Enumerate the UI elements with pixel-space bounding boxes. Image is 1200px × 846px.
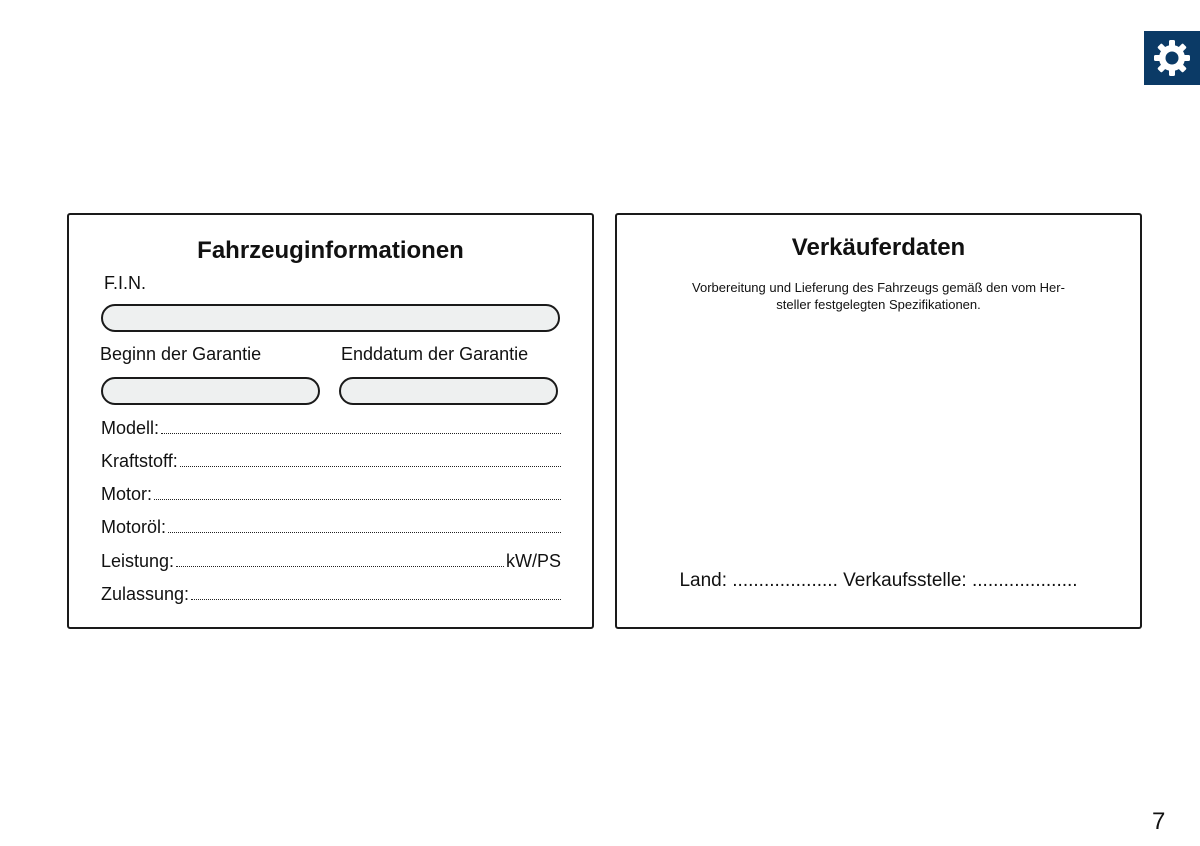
vehicle-info-card — [67, 213, 594, 629]
warranty-end-field[interactable] — [339, 377, 558, 405]
fin-field[interactable] — [101, 304, 560, 332]
field-label: Zulassung: — [101, 584, 190, 604]
field-input-line[interactable] — [191, 584, 561, 600]
country-field[interactable]: .................... — [732, 570, 838, 591]
warranty-start-label: Beginn der Garantie — [100, 344, 262, 364]
seller-title: Verkäuferdaten — [791, 234, 966, 261]
gear-icon — [1152, 38, 1192, 78]
seller-card — [615, 213, 1142, 629]
field-row — [101, 484, 561, 506]
dealer-label: Verkaufsstelle: — [843, 570, 967, 591]
field-label: Motor: — [101, 484, 153, 504]
page-number: 7 — [1152, 808, 1166, 835]
field-row — [101, 551, 561, 573]
field-input-line[interactable] — [154, 484, 561, 500]
seller-description: Vorbereitung und Lieferung des Fahrzeugs gemäß den vom Her- steller festgelegten Spezifikationen. — [692, 280, 1065, 312]
field-input-line[interactable] — [176, 551, 504, 567]
country-label: Land: — [679, 570, 727, 591]
field-input-line[interactable] — [161, 418, 561, 434]
field-label: Modell: — [101, 418, 160, 438]
fin-label: F.I.N. — [104, 273, 147, 293]
field-input-line[interactable] — [168, 517, 561, 533]
gear-badge — [1144, 31, 1200, 85]
seller-footer-line — [617, 570, 1140, 592]
warranty-end-label: Enddatum der Garantie — [341, 344, 529, 364]
field-row — [101, 584, 561, 606]
field-row — [101, 517, 561, 539]
field-unit: kW/PS — [505, 551, 561, 571]
field-row — [101, 418, 561, 440]
dealer-field[interactable]: .................... — [971, 570, 1078, 591]
field-row — [101, 451, 561, 473]
vehicle-info-title: Fahrzeuginformationen — [197, 237, 464, 264]
field-input-line[interactable] — [180, 451, 561, 467]
field-label: Kraftstoff: — [101, 451, 178, 471]
field-label: Leistung: — [101, 551, 175, 571]
field-label: Motoröl: — [101, 517, 167, 537]
warranty-start-field[interactable] — [101, 377, 320, 405]
